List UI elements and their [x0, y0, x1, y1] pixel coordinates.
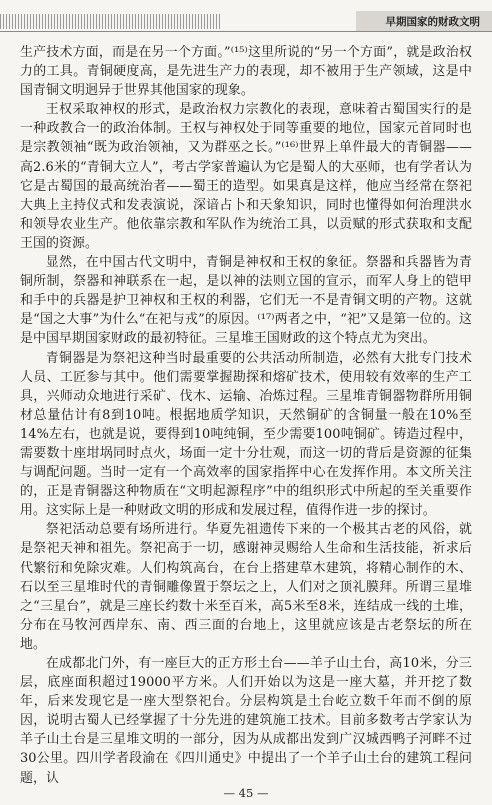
- paragraph: 在成都北门外，有一座巨大的正方形土台——羊子山土台，高10米，分三层，底座面积超过19000平方米。人们开始以为这是一座大墓，并开挖了数年，后来发现它是一座大型祭祀台。分层构筑是土台屹立数千年而不倒的原因，说明古蜀人已经掌握了十分先进的建筑施工技术。目前多数考古学家认为羊子山土台是三星堆文明的一部分，因为从成都出发到广汉城西鸭子河畔不过30公里。四川学者段渝在《四川通史》中提出了一个羊子山土台的建筑工程问题，认: [20, 656, 472, 786]
- header-rule-pattern: [0, 14, 220, 29]
- page-number: — 45 —: [223, 786, 269, 800]
- page-body: [20, 43, 472, 788]
- paragraph: 祭祀活动总要有场所进行。华夏先祖遗传下来的一个极其古老的风俗，就是祭祀天神和祖先。祭祀高于一切，感谢神灵赐给人生命和生活技能，祈求后代繁衍和免除灾难。人们构筑高台，在台上搭建草木建筑，将精心制作的木、石以至三星堆时代的青铜雕像置于祭坛之上，人们对之顶礼膜拜。所谓三星堆之“三星台”，就是三座长约数十米至百米，高5米至8米，连结成一线的土堆，分布在马牧河西岸东、南、西三面的台地上，这里就应该是古老祭坛的所在地。: [20, 522, 472, 652]
- header-divider: [0, 31, 492, 32]
- running-header: [0, 0, 492, 30]
- running-header-title: 早期国家的财政文明: [385, 16, 480, 28]
- paragraph: 王权采取神权的形式，是政治权力宗教化的表现，意味着古蜀国实行的是一种政教合一的政治体制。王权与神权处于同等重要的地位，国家元首同时也是宗教领袖“既为政治领袖，又为群巫之长。”⁽¹⁶⁾世界上单件最大的青铜器——高2.6米的“青铜大立人”，考古学家普遍认为它是蜀人的大巫师，也有学者认为它是古蜀国的最高统治者——蜀王的造型。如果真是这样，他应当经常在祭祀大典上主持仪式和发表演说，深谙占卜和天象知识，同时也懂得如何治理洪水和领导农业生产。他依靠宗教和军队作为统治工具，以贡赋的形式获取和支配王国的资源。: [20, 102, 472, 251]
- paragraph: 青铜器是为祭祀这种当时最重要的公共活动所制造，必然有大批专门技术人员、工匠参与其中。他们需要掌握勘探和熔矿技术，使用较有效率的生产工具，兴师动众地进行采矿、伐木、运输、冶炼过程。三星堆青铜器物群所用铜材总量估计有8到10吨。根据地质学知识，天然铜矿的含铜量一般在10%至14%左右，也就是说，要得到10吨纯铜，至少需要100吨铜矿。铸造过程中，需要数十座坩埚同时点火，场面一定十分壮观，而这一切的背后是资源的征集与调配问题。当时一定有一个高效率的国家指挥中心在发挥作用。本文所关注的，正是青铜器这种物质在“文明起源程序”中的组织形式中所起的至关重要作用。这实际上是一种财政文明的形成和发展过程，值得作进一步的探讨。: [20, 350, 472, 519]
- paragraph: 生产技术方面，而是在另一个方面。”⁽¹⁵⁾这里所说的“另一个方面”，就是政治权力的工具。青铜硬度高，是先进生产力的表现，却不被用于生产领域，这是中国青铜文明迥异于世界其他国家的现象。: [20, 45, 472, 99]
- paragraph: 显然，在中国古代文明中，青铜是神权和王权的象征。祭器和兵器皆为青铜所制，祭器和神联系在一起，是以神的法则立国的宣示，而军人身上的铠甲和手中的兵器是护卫神权和王权的利器，它们无一不是青铜文明的产物。这就是“国之大事”为什么“在祀与戎”的原因。⁽¹⁷⁾两者之中，“祀”又是第一位的。这是中国早期国家财政的最初特征。三星堆王国财政的这个特点尤为突出。: [20, 255, 472, 347]
